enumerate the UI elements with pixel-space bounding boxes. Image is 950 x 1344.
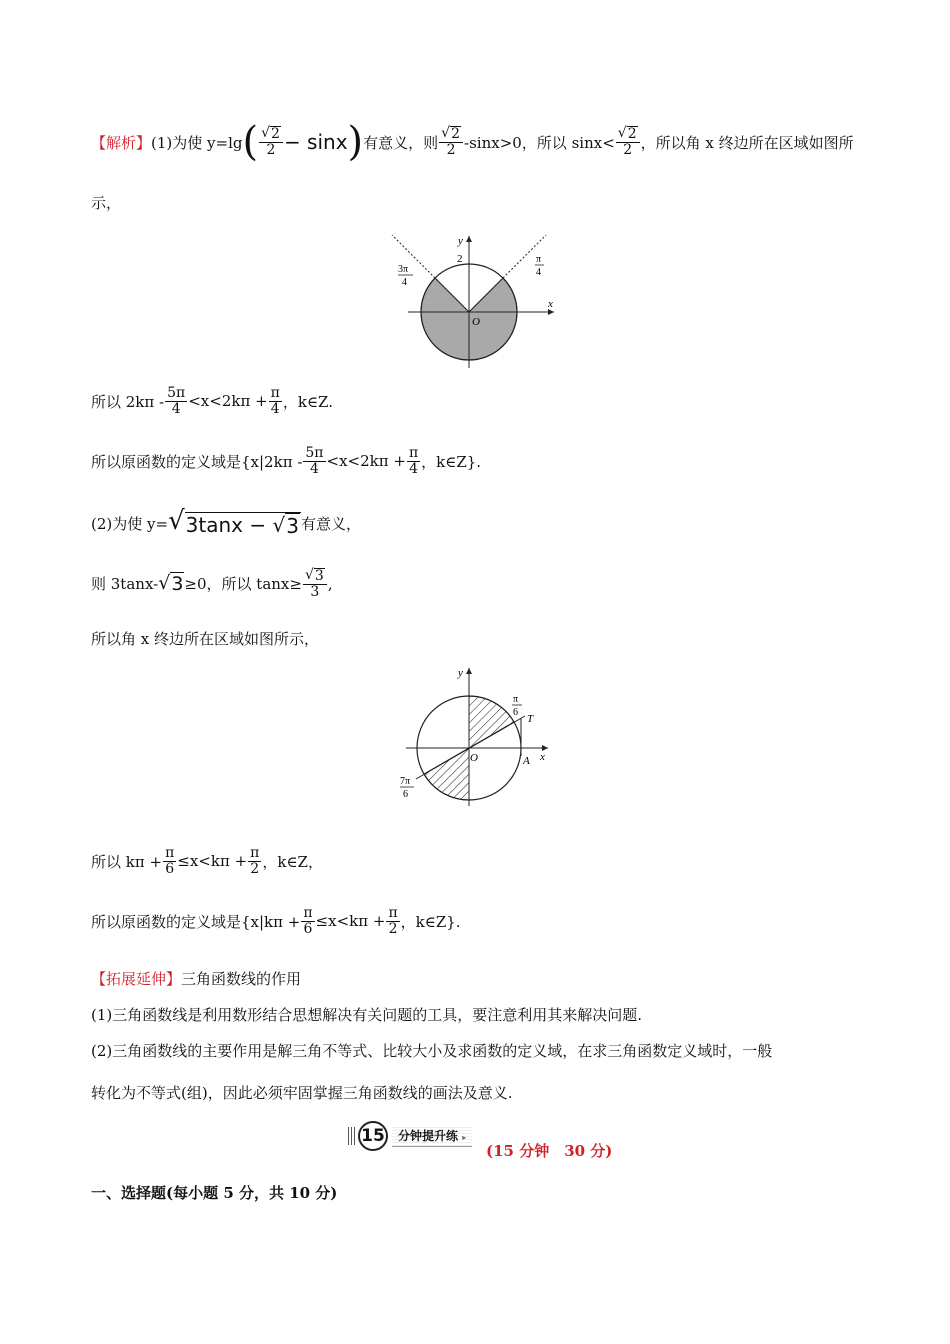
origin-label: O	[472, 316, 480, 328]
fraction: $\frac{5\pi}{4}$	[305, 445, 324, 477]
text: ，k∈Z}.	[400, 912, 461, 931]
section-title: 一、选择题(每小题 5 分，共 10 分)	[91, 1184, 338, 1202]
x-label: x	[540, 751, 545, 763]
fraction: $\frac{\pi}{4}$	[408, 445, 419, 477]
t-label: T	[527, 713, 534, 725]
text: <x<2kπ +	[188, 392, 268, 411]
result-1	[91, 386, 333, 416]
origin-label: O	[470, 752, 478, 764]
analysis-line-1-cont	[91, 192, 121, 213]
text: 有意义，	[300, 514, 361, 533]
text: ，所以角 x 终边所在区域如图所	[640, 133, 854, 152]
hatched-region-upper	[469, 696, 514, 748]
text: 所以 2kπ -	[91, 392, 165, 411]
fraction: √ 2 2	[616, 126, 640, 157]
text: -sinx>0，所以 sinx<	[464, 133, 615, 152]
extension-title: 三角函数线的作用	[181, 970, 302, 988]
text: ,	[327, 574, 333, 593]
text: (1)为使 y=lg	[151, 133, 243, 152]
text: ，k∈Z}.	[421, 452, 482, 471]
text: <x<2kπ +	[326, 452, 406, 471]
text: ≤x<kπ +	[315, 912, 386, 931]
text: ，k∈Z，	[262, 852, 323, 871]
tick-2-label: 2	[457, 253, 463, 265]
fraction: $\frac{\pi}{6}$	[303, 905, 313, 937]
text: ，k∈Z.	[282, 392, 333, 411]
extension-item-2: (2)三角函数线的主要作用是解三角不等式、比较大小及求函数的定义域，在求三角函数定义域时，一般	[91, 1042, 773, 1060]
x-label: x	[548, 298, 553, 310]
extension-item-2-cont: 转化为不等式(组)，因此必须牢固掌握三角函数线的画法及意义.	[91, 1084, 513, 1102]
top-angle-num: π	[513, 694, 519, 705]
left-paren: (	[242, 119, 259, 165]
fraction: √ 3 3	[303, 568, 327, 599]
text: ≥0，所以 tanx≥	[184, 575, 302, 594]
radical: √ 3tanx − √ 3	[168, 506, 299, 538]
top-angle-den: 6	[513, 707, 518, 718]
result-2	[91, 846, 323, 876]
text: ≤x<kπ +	[177, 852, 248, 871]
banner-stripe	[348, 1127, 356, 1145]
bottom-angle-den: 6	[403, 789, 408, 800]
fraction: $\frac{\pi}{4}$	[270, 385, 280, 417]
left-angle-num: 3π	[398, 264, 409, 275]
figure-2-unit-circle	[394, 662, 562, 808]
text: (2)为使 y=	[91, 514, 169, 533]
radical: √ 3	[158, 572, 184, 596]
y-label: y	[458, 235, 463, 247]
part-2-intro	[91, 508, 361, 538]
text: 所以角 x 终边所在区域如图所示，	[91, 630, 319, 648]
text: 则 3tanx-	[91, 575, 159, 594]
y-arrow	[466, 236, 472, 242]
extension-item-1: (1)三角函数线是利用数形结合思想解决有关问题的工具，要注意利用其来解决问题.	[91, 1006, 643, 1024]
text: 所以原函数的定义域是{x|2kπ -	[91, 452, 303, 471]
y-label: y	[458, 667, 463, 679]
text: − sinx	[283, 130, 348, 154]
y-arrow	[466, 668, 472, 674]
extension-heading	[91, 968, 301, 989]
text: 示，	[91, 194, 122, 212]
banner-label-box: 分钟提升练 ▸	[392, 1125, 472, 1147]
banner-number-circle: 15	[358, 1121, 388, 1151]
right-angle-den: 4	[536, 267, 541, 278]
analysis-line-1	[91, 119, 854, 165]
fraction: $\frac{5\pi}{4}$	[167, 385, 186, 417]
fraction: $\frac{\pi}{6}$	[165, 845, 175, 877]
arrow-icon: ▸	[462, 1133, 467, 1142]
domain-2	[91, 906, 461, 936]
domain-1	[91, 446, 481, 476]
left-angle-den: 4	[402, 277, 407, 288]
right-angle-num: π	[536, 254, 542, 265]
fraction: $\frac{\pi}{2}$	[250, 845, 260, 877]
hatched-region-lower	[424, 748, 469, 800]
banner-timing: (15 分钟 30 分)	[486, 1142, 613, 1160]
right-paren: )	[347, 119, 364, 165]
practice-banner	[348, 1122, 472, 1150]
bottom-angle-num: 7π	[400, 776, 411, 787]
a-label: A	[523, 755, 530, 767]
text: 有意义，则	[363, 133, 439, 152]
extension-tag: 【拓展延伸】	[91, 970, 182, 988]
figure-1-unit-circle	[388, 230, 560, 370]
text: 所以原函数的定义域是{x|kπ +	[91, 912, 301, 931]
text: 所以 kπ +	[91, 852, 163, 871]
fraction: √ 2 2	[259, 126, 283, 157]
fraction: $\frac{\pi}{2}$	[388, 905, 398, 937]
part-2-condition	[91, 568, 333, 599]
fraction: √ 2 2	[439, 126, 463, 157]
analysis-tag: 【解析】	[91, 133, 152, 152]
part-2-figure-intro	[91, 628, 319, 649]
